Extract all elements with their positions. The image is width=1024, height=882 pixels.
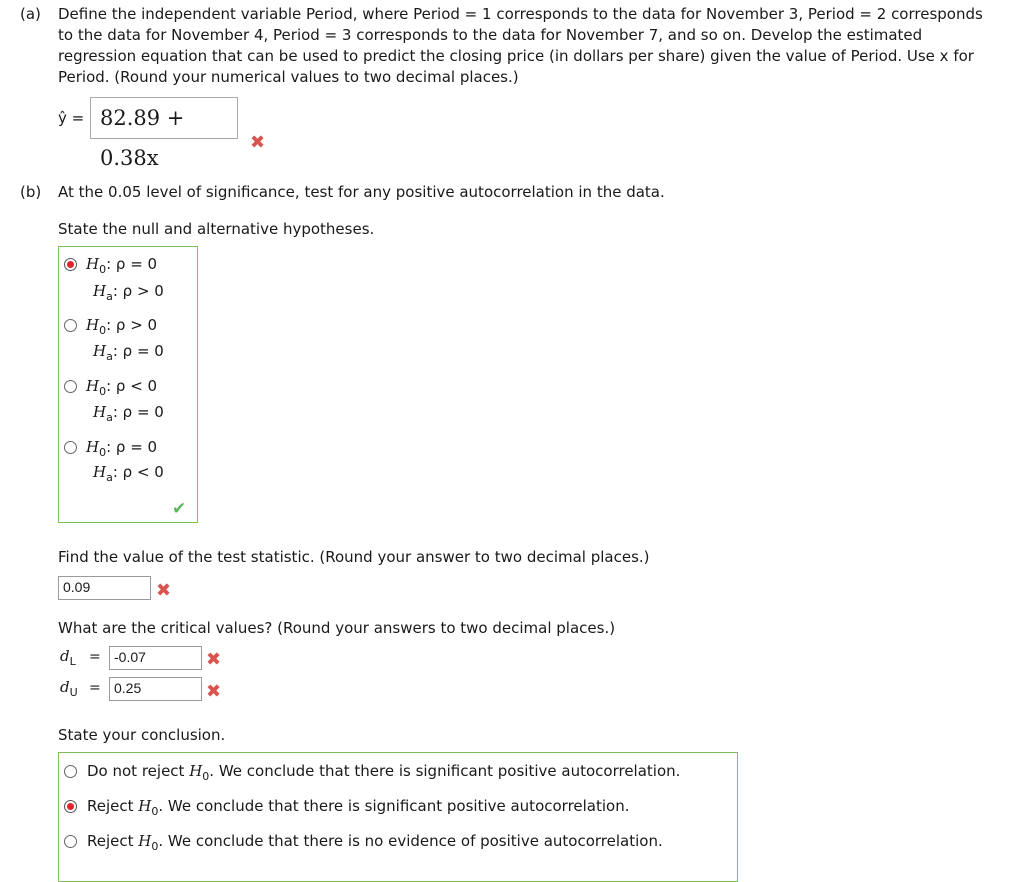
part-b-question: At the 0.05 level of significance, test for any positive autocorrelation in the data.: [58, 183, 665, 201]
hypothesis-option-1-h0: $H_0$: ρ = 0: [86, 255, 158, 276]
dL-label: $d_L$: [60, 647, 76, 668]
hypothesis-option-3-h0: $H_0$: ρ < 0: [86, 377, 158, 398]
part-b-label: (b): [20, 183, 42, 201]
dU-equals: =: [89, 680, 101, 696]
correct-check-icon: ✔: [172, 499, 187, 519]
part-a-line-1: Define the independent variable Period, where Period = 1 corresponds to the data for November 3, Period = 2 corresponds: [58, 5, 983, 23]
part-a-line-2: to the data for November 4, Period = 3 corresponds to the data for November 7, and so on. Develop the estimated: [58, 26, 923, 44]
conclusion-option-1-radio[interactable]: [64, 765, 77, 778]
incorrect-x-icon: ✖: [206, 681, 222, 702]
yhat-label: ŷ =: [58, 109, 85, 127]
dL-input[interactable]: -0.07: [109, 646, 202, 670]
hypotheses-prompt: State the null and alternative hypotheses.: [58, 220, 375, 238]
conclusion-option-1-text: Do not reject $H_0$. We conclude that there is significant positive autocorrelation.: [87, 762, 681, 783]
hypothesis-option-4-radio[interactable]: [64, 441, 77, 454]
hypothesis-option-4-h0: $H_0$: ρ = 0: [86, 438, 158, 459]
conclusion-option-2-radio[interactable]: [64, 800, 77, 813]
test-statistic-prompt: Find the value of the test statistic. (Round your answer to two decimal places.): [58, 548, 650, 566]
part-a-label: (a): [20, 5, 41, 23]
part-a-line-4: Period. (Round your numerical values to two decimal places.): [58, 68, 519, 86]
dL-equals: =: [89, 649, 101, 665]
critical-values-prompt: What are the critical values? (Round your answers to two decimal places.): [58, 619, 616, 637]
incorrect-x-icon: ✖: [206, 649, 222, 670]
part-a-question: [58, 4, 1018, 88]
incorrect-x-icon: ✖: [250, 132, 266, 153]
part-a-line-3: regression equation that can be used to predict the closing price (in dollars per share) given the value of Period. Use x for: [58, 47, 974, 65]
hypothesis-option-3-ha: $H_a$: ρ = 0: [93, 403, 164, 424]
conclusion-option-3-radio[interactable]: [64, 835, 77, 848]
test-statistic-input[interactable]: 0.09: [58, 576, 151, 600]
dU-label: $d_U$: [60, 678, 78, 699]
hypothesis-option-1-radio[interactable]: [64, 258, 77, 271]
hypothesis-option-2-ha: $H_a$: ρ = 0: [93, 342, 164, 363]
conclusion-option-2-text: Reject $H_0$. We conclude that there is significant positive autocorrelation.: [87, 797, 630, 818]
conclusion-option-3-text: Reject $H_0$. We conclude that there is no evidence of positive autocorrelation.: [87, 832, 663, 853]
regression-equation-value: 82.89 + 0.38x: [100, 106, 185, 170]
hypothesis-option-2-radio[interactable]: [64, 319, 77, 332]
hypothesis-option-4-ha: $H_a$: ρ < 0: [93, 463, 164, 484]
conclusion-prompt: State your conclusion.: [58, 726, 226, 744]
hypothesis-option-1-ha: $H_a$: ρ > 0: [93, 282, 164, 303]
hypothesis-option-2-h0: $H_0$: ρ > 0: [86, 316, 158, 337]
incorrect-x-icon: ✖: [156, 580, 172, 601]
dU-input[interactable]: 0.25: [109, 677, 202, 701]
hypothesis-option-3-radio[interactable]: [64, 380, 77, 393]
regression-equation-input[interactable]: [90, 97, 238, 170]
